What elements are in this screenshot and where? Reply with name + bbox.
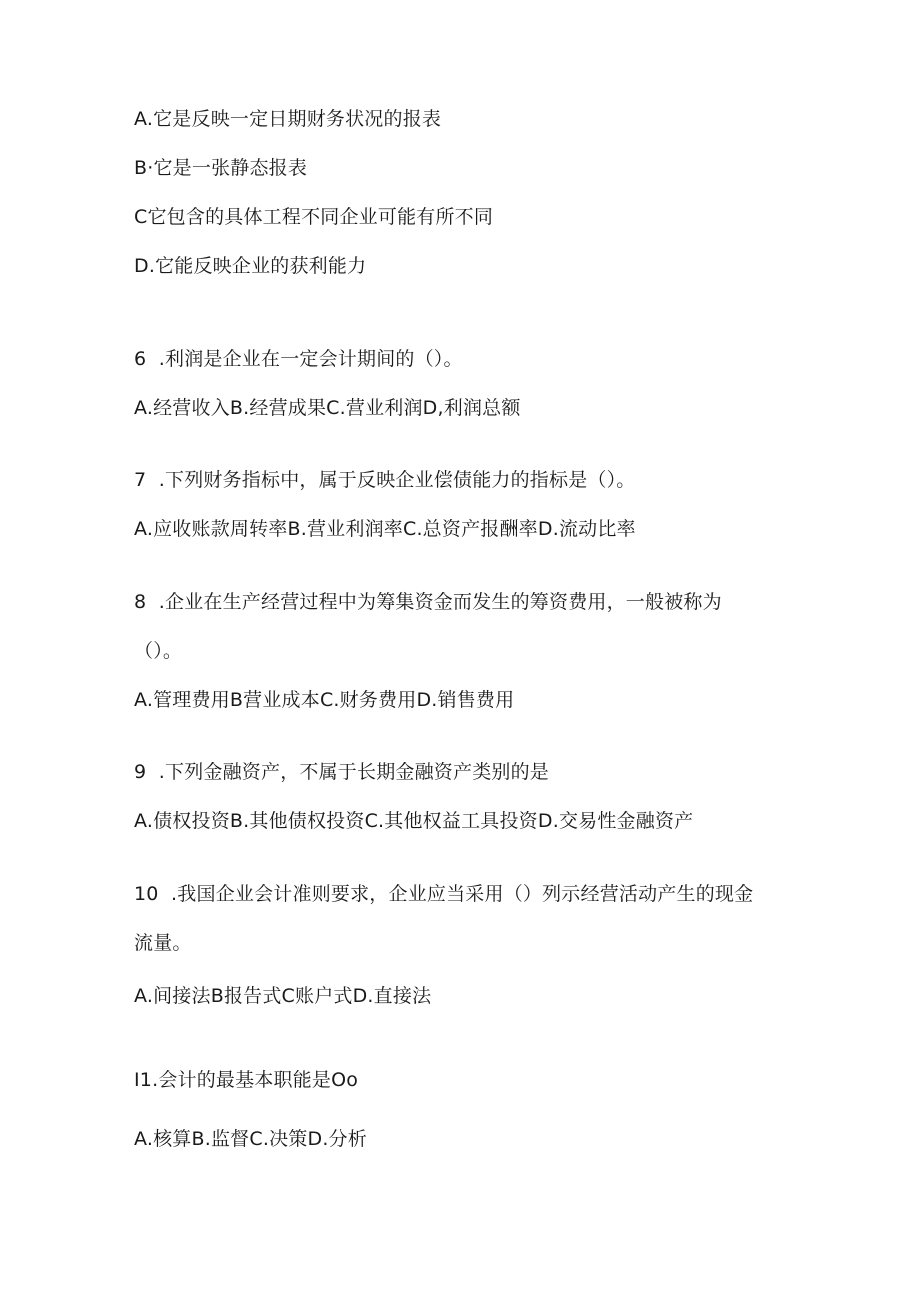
question-7: 7 .下列财务指标中，属于反映企业偿债能力的指标是（）。 <box>134 469 636 491</box>
question-8-options: A.管理费用B营业成本C.财务费用D.销售费用 <box>134 689 515 711</box>
option-line-a-balance-sheet: A.它是反映一定日期财务状况的报表 <box>134 108 442 130</box>
question-8: 8 .企业在生产经营过程中为筹集资金而发生的筹资费用，一般被称为 <box>134 591 722 613</box>
question-9-options: A.债权投资B.其他债权投资C.其他权益工具投资D.交易性金融资产 <box>134 810 694 832</box>
option-line-c-items-differ: C它包含的具体工程不同企业可能有所不同 <box>134 206 494 228</box>
question-10-continuation: 流量。 <box>134 932 192 954</box>
question-6-options: A.经营收入B.经营成果C.营业利润D,利润总额 <box>134 397 521 419</box>
option-line-b-static-statement: B·它是一张静态报表 <box>134 157 308 179</box>
question-9: 9 .下列金融资产，不属于长期金融资产类别的是 <box>134 761 550 783</box>
question-10: 10 .我国企业会计准则要求，企业应当采用（）列示经营活动产生的现金 <box>134 883 754 905</box>
option-line-d-profitability: D.它能反映企业的获利能力 <box>134 255 367 277</box>
question-6: 6 .利润是企业在一定会计期间的（）。 <box>134 348 463 370</box>
question-8-continuation: （）。 <box>134 640 183 662</box>
question-11: I1.会计的最基本职能是Oo <box>134 1069 359 1091</box>
question-11-options: A.核算B.监督C.决策D.分析 <box>134 1128 367 1150</box>
question-10-options: A.间接法B报告式C账户式D.直接法 <box>134 985 432 1007</box>
question-7-options: A.应收账款周转率B.营业利润率C.总资产报酬率D.流动比率 <box>134 518 636 540</box>
